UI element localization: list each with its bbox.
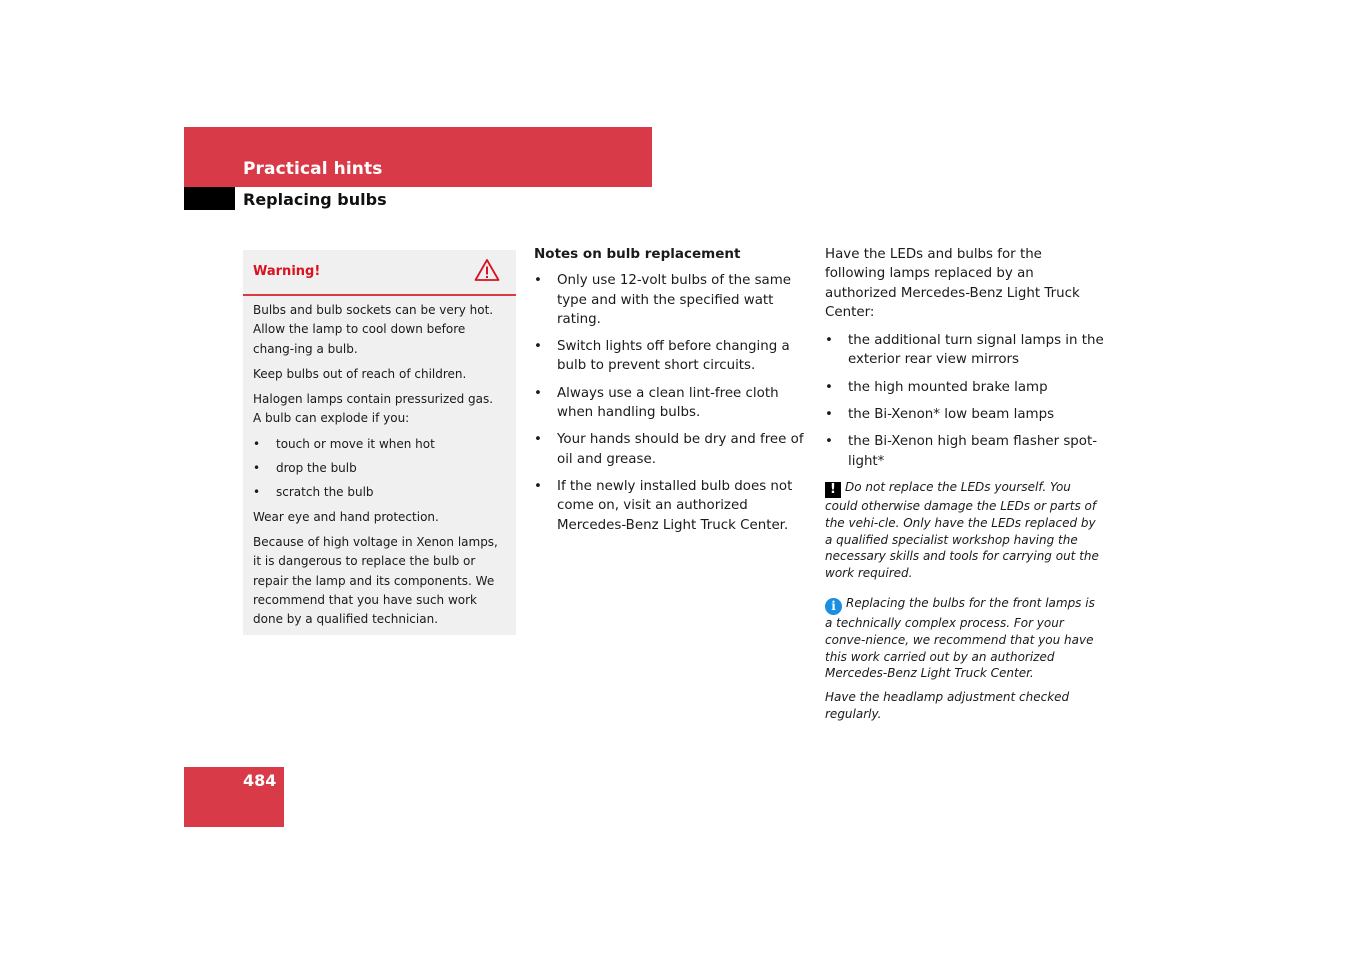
warning-paragraph: Because of high voltage in Xenon lamps, it is dangerous to replace the bulb or repair the lamp and its components. We recommend that you have such work done by a qualified technician. bbox=[253, 534, 498, 627]
info-note-text: Replacing the bulbs for the front lamps is a technically complex process. For your conve-nience, we recommend that you have this work carried out by an authorized Mercedes-Benz Light Truck Center. bbox=[825, 595, 1095, 681]
final-note: Have the headlamp adjustment checked regularly. bbox=[825, 690, 1070, 721]
warning-bullet: • drop the bulb bbox=[253, 459, 506, 478]
caution-exclamation-icon: ! bbox=[825, 482, 841, 498]
black-tab-marker bbox=[184, 187, 235, 210]
page-number: 484 bbox=[243, 771, 277, 790]
info-icon: i bbox=[825, 598, 842, 615]
notes-column bbox=[534, 245, 809, 543]
warning-bullet: • touch or move it when hot bbox=[253, 435, 506, 454]
notes-bullet: • If the newly installed bulb does not come on, visit an authorized Mercedes-Benz Light Truck Center. bbox=[534, 477, 809, 535]
notes-heading: Notes on bulb replacement bbox=[534, 246, 741, 262]
notes-bullet: • Only use 12-volt bulbs of the same type and with the specified watt rating. bbox=[534, 271, 809, 329]
notes-bullet: • Always use a clean lint-free cloth when handling bulbs. bbox=[534, 384, 809, 423]
warning-paragraph: Keep bulbs out of reach of children. bbox=[253, 366, 467, 381]
caution-note bbox=[825, 479, 1105, 582]
warning-paragraph: Halogen lamps contain pressurized gas. A bulb can explode if you: bbox=[253, 392, 494, 426]
warning-paragraph: Bulbs and bulb sockets can be very hot. Allow the lamp to cool down before chang-ing a bulb. bbox=[253, 303, 494, 356]
warning-label: Warning! bbox=[253, 264, 321, 279]
warning-triangle-icon bbox=[474, 258, 500, 282]
leds-bullet: • the additional turn signal lamps in the exterior rear view mirrors bbox=[825, 331, 1105, 370]
leds-bullet-list bbox=[825, 331, 1105, 471]
warning-box bbox=[243, 250, 516, 635]
leds-column bbox=[825, 245, 1105, 730]
subsection-title: Replacing bulbs bbox=[243, 190, 387, 209]
notes-bullet-list bbox=[534, 271, 809, 535]
leds-bullet: • the Bi-Xenon* low beam lamps bbox=[825, 405, 1105, 424]
warning-bullet: • scratch the bulb bbox=[253, 483, 506, 502]
leds-intro: Have the LEDs and bulbs for the following lamps replaced by an authorized Mercedes-Benz Light Truck Center: bbox=[825, 247, 1080, 320]
leds-bullet: • the Bi-Xenon high beam flasher spot-light* bbox=[825, 432, 1105, 471]
leds-bullet: • the high mounted brake lamp bbox=[825, 378, 1105, 397]
section-title: Practical hints bbox=[243, 159, 383, 179]
warning-bullet-list bbox=[253, 435, 506, 503]
warning-body bbox=[243, 296, 516, 629]
warning-paragraph: Wear eye and hand protection. bbox=[253, 509, 439, 524]
notes-bullet: • Your hands should be dry and free of oil and grease. bbox=[534, 430, 809, 469]
warning-header bbox=[243, 250, 516, 296]
notes-bullet: • Switch lights off before changing a bulb to prevent short circuits. bbox=[534, 337, 809, 376]
info-note bbox=[825, 595, 1105, 682]
caution-note-text: Do not replace the LEDs yourself. You could otherwise damage the LEDs or parts of the vehi-cle. Only have the LEDs replaced by a qualified specialist workshop having the necessary skills and tools for carrying out the work required. bbox=[825, 479, 1099, 581]
